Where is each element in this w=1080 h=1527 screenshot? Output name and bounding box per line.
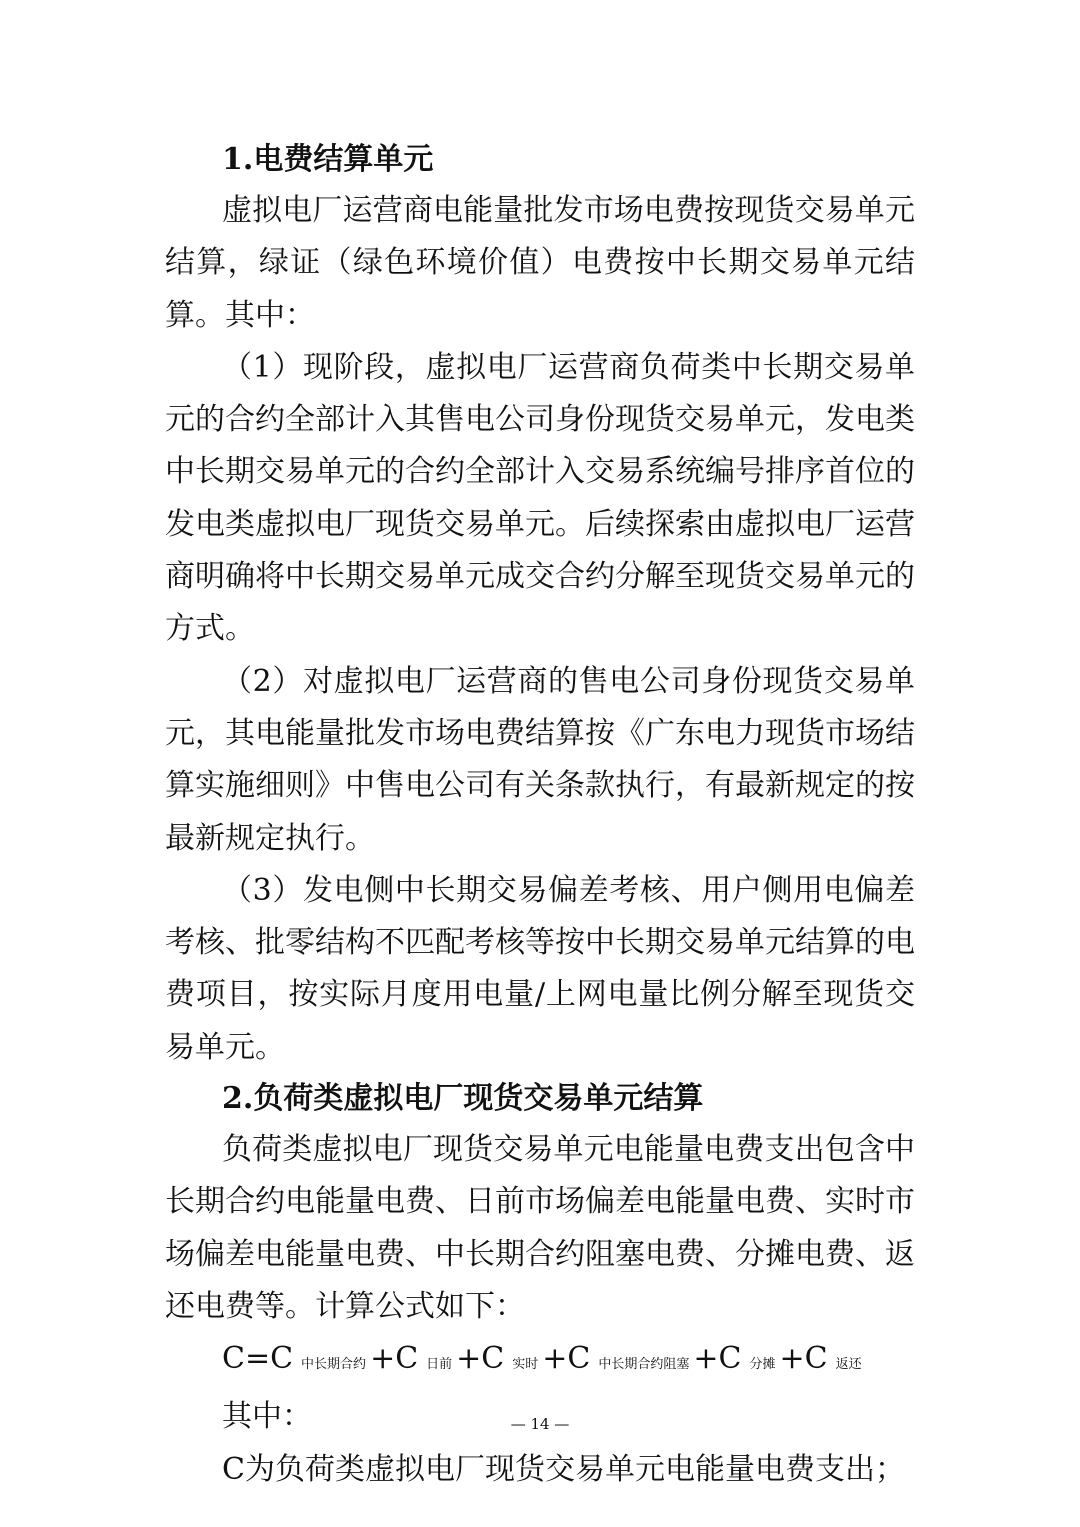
formula-subscript: 中长期合约阻塞 xyxy=(598,1357,690,1373)
formula-term: +C xyxy=(542,1341,591,1377)
section-1-heading: 1.电费结算单元 xyxy=(222,142,434,177)
paragraph: 虚拟电厂运营商电能量批发市场电费按现货交易单元结算，绿证（绿色环境价值）电费按中长期交易单元结算。其中： xyxy=(165,193,915,333)
formula-term: +C xyxy=(456,1341,505,1377)
section-2-heading: 2.负荷类虚拟电厂现货交易单元结算 xyxy=(222,1081,704,1117)
formula-subscript: 实时 xyxy=(512,1357,539,1373)
formula-term: +C xyxy=(779,1341,828,1377)
paragraph: （2）对虚拟电厂运营商的售电公司身份现货交易单元，其电能量批发市场电费结算按《广东电力现货市场结算实施细则》中售电公司有关条款执行，有最新规定的按最新规定执行。 xyxy=(165,663,915,856)
formula-term: +C xyxy=(693,1341,742,1377)
paragraph: （1）现阶段，虚拟电厂运营商负荷类中长期交易单元的合约全部计入其售电公司身份现货交易单元，发电类中长期交易单元的合约全部计入交易系统编号排序首位的发电类虚拟电厂现货交易单元。后续探索由虚拟电厂运营商明确将中长期交易单元成交合约分解至现货交易单元的方式。 xyxy=(165,349,915,647)
formula-term: +C xyxy=(370,1341,419,1377)
formula-subscript: 中长期合约 xyxy=(301,1357,367,1373)
formula-subscript: 分摊 xyxy=(749,1357,776,1373)
paragraph: C为负荷类虚拟电厂现货交易单元电能量电费支出； xyxy=(222,1451,905,1487)
page-number: — 14 — xyxy=(510,1415,570,1433)
paragraph: （3）发电侧中长期交易偏差考核、用户侧用电偏差考核、批零结构不匹配考核等按中长期交易单元结算的电费项目，按实际月度用电量/上网电量比例分解至现货交易单元。 xyxy=(165,872,915,1065)
page-content xyxy=(165,135,915,1496)
formula-subscript: 日前 xyxy=(426,1357,453,1373)
formula xyxy=(165,1333,915,1391)
formula-subscript: 返还 xyxy=(835,1357,862,1373)
paragraph: 负荷类虚拟电厂现货交易单元电能量电费支出包含中长期合约电能量电费、日前市场偏差电能量电费、实时市场偏差电能量电费、中长期合约阻塞电费、分摊电费、返还电费等。计算公式如下： xyxy=(165,1132,915,1324)
formula-term: C=C xyxy=(222,1341,294,1377)
paragraph: 其中： xyxy=(222,1399,312,1435)
